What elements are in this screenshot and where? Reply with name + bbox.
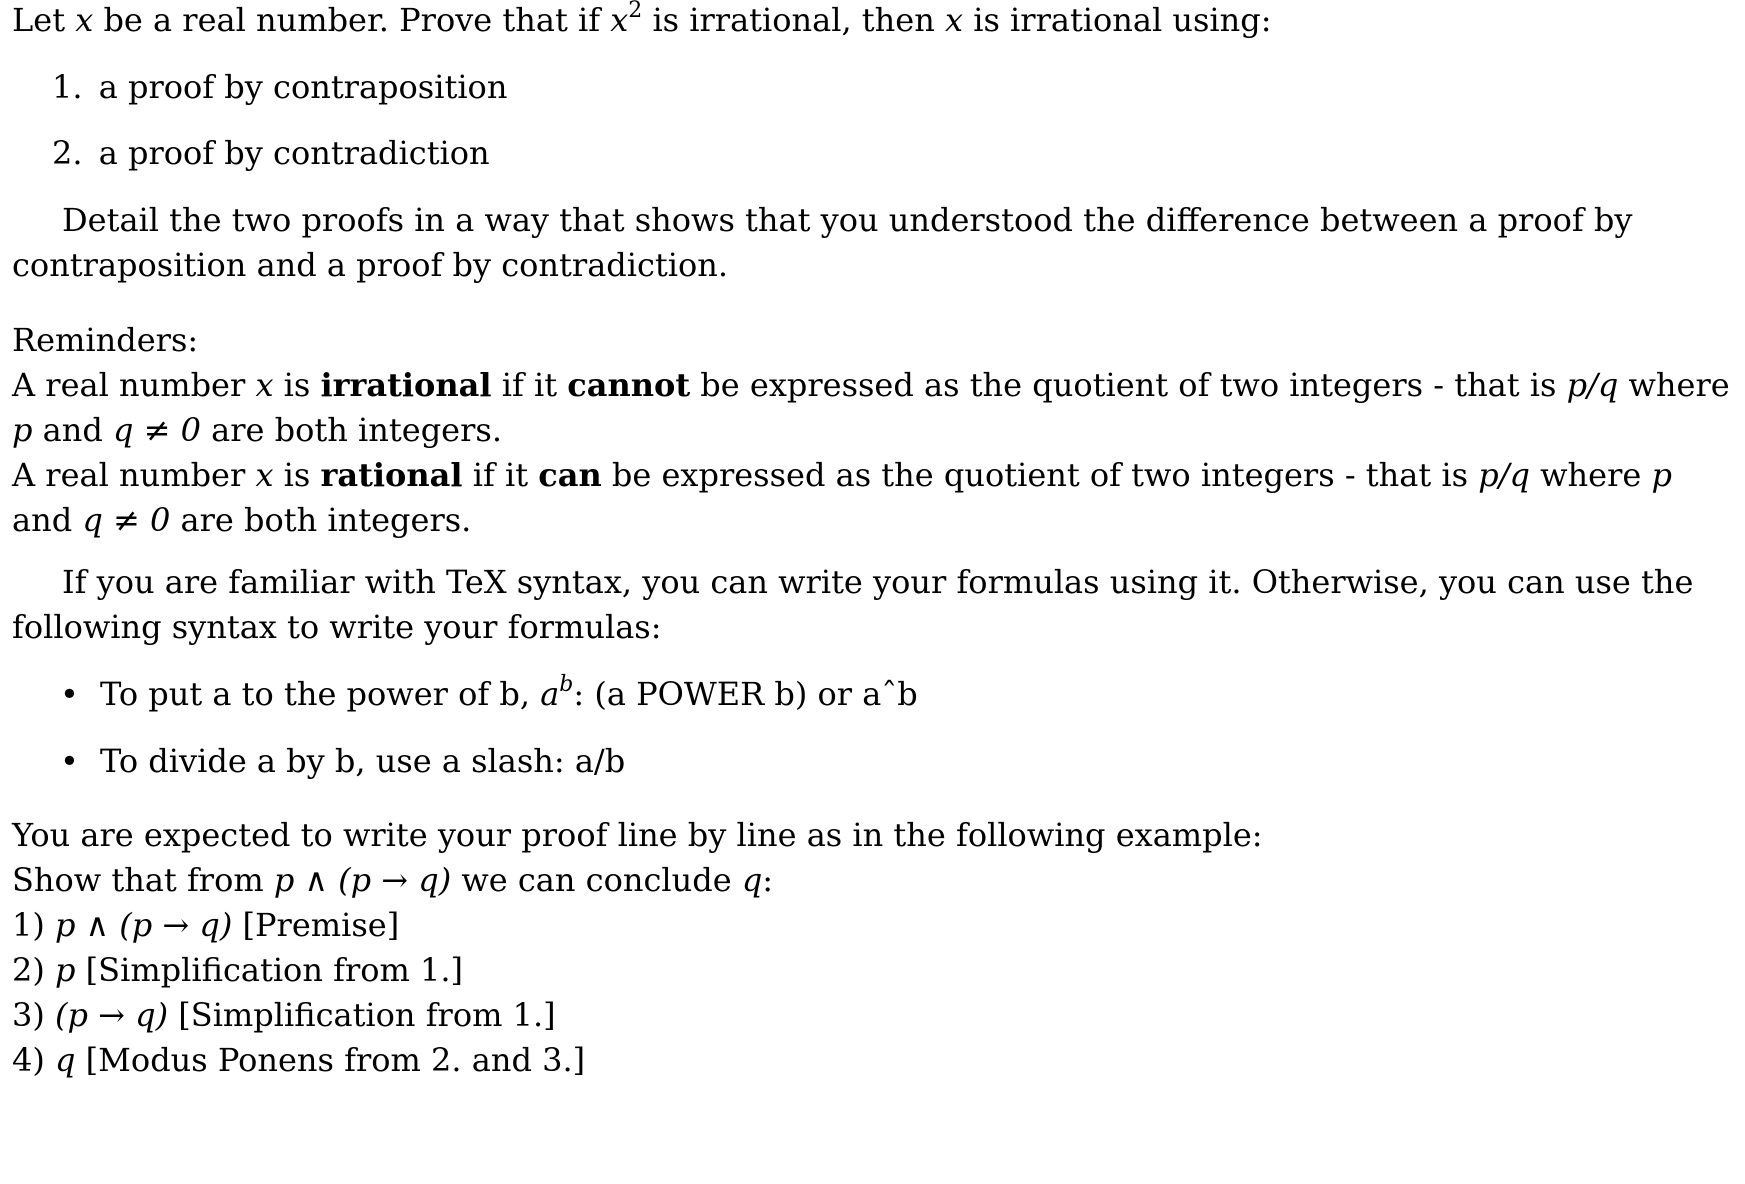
math-q: q [741,861,763,899]
exponent: 2 [628,0,643,24]
bold-term: can [538,456,602,494]
rational-definition-line-2 [12,498,1722,543]
math-p: p [1651,456,1672,494]
bold-term: cannot [567,366,691,404]
list-number: 2. [52,134,83,172]
math-formula: (p → q) [55,996,169,1034]
reminders-title: Reminders: [12,321,199,359]
bullet-item-divide [60,739,625,784]
text: is [273,456,321,494]
text: if it [491,366,568,404]
example [12,813,1722,1083]
syntax-bullets-2 [60,739,625,784]
math-formula: p ∧ (p → q) [55,906,233,944]
math-q-nonzero: q ≠ 0 [113,411,201,449]
text: and [12,501,83,539]
list-item [52,131,490,176]
math-formula: p ∧ (p → q) [273,861,452,899]
syntax-line-2: following syntax to write your formulas: [12,608,662,646]
detail-line-1: Detail the two proofs in a way that shows that you understood the difference between a proof by [62,201,1633,239]
step-number: 1) [12,906,56,944]
text: Show that from [12,861,274,899]
example-intro: You are expected to write your proof line by line as in the following example: [12,816,1263,854]
text: To put a to the power of b, [100,675,541,713]
reminders [12,318,1730,543]
text: A real number [12,366,256,404]
step-justification: [Modus Ponens from 2. and 3.] [75,1041,586,1079]
proof-step [12,1038,1722,1083]
bullet-icon: • [60,675,79,713]
math-x: x [75,1,94,39]
bold-term: rational [320,456,463,494]
proof-step [12,948,1722,993]
bold-term: irrational [320,366,492,404]
text: Let [12,1,76,39]
step-justification: [Simplification from 1.] [168,996,556,1034]
math-quotient: p/q [1566,366,1619,404]
syntax-bullets [60,672,918,717]
math-x: x [255,366,274,404]
exponent: b [559,672,574,698]
list-item [52,65,507,110]
math-formula: q [55,1041,76,1079]
math-formula: p [55,951,76,989]
text: be expressed as the quotient of two integers - that is [601,456,1479,494]
math-x: x [944,1,964,39]
text: and [32,411,113,449]
step-justification: [Simplification from 1.] [75,951,464,989]
math-x: x [610,1,629,39]
list-number: 1. [52,68,83,106]
detail-line-2: contraposition and a proof by contradiction. [12,246,729,284]
rational-definition-line-1 [12,453,1722,498]
bullet-item-power [60,672,918,717]
example-show [12,858,1722,903]
text: where [1529,456,1652,494]
syntax-line-1: If you are familiar with TeX syntax, you can write your formulas using it. Otherwise, you can use the [62,563,1694,601]
proof-step [12,993,1722,1038]
text: is irrational using: [963,1,1272,39]
bullet-icon: • [60,742,79,780]
text: are both integers. [170,501,472,539]
text: we can conclude [451,861,742,899]
text: A real number [12,456,256,494]
text: be a real number. Prove that if [93,1,611,39]
text: is irrational, then [642,1,945,39]
problem-statement [12,0,1272,43]
methods-list-2 [52,131,490,176]
text: be expressed as the quotient of two integers - that is [690,366,1567,404]
methods-list [52,65,507,110]
step-justification: [Premise] [232,906,400,944]
list-text: a proof by contradiction [98,134,490,172]
detail-paragraph [12,198,1722,288]
math-q-nonzero: q ≠ 0 [82,501,171,539]
text: : (a POWER b) or aˆb [573,675,918,713]
syntax-paragraph [12,560,1722,650]
text: is [273,366,321,404]
text: : [762,861,774,899]
text: if it [462,456,539,494]
text: are both integers. [201,411,502,449]
text: where [1618,366,1730,404]
list-text: a proof by contraposition [98,68,508,106]
math-quotient: p/q [1478,456,1530,494]
step-number: 3) [12,996,56,1034]
text: To divide a by b, use a slash: a/b [100,742,626,780]
step-number: 2) [12,951,56,989]
proof-step [12,903,1722,948]
math-p: p [12,411,33,449]
irrational-definition-line-1 [12,363,1730,408]
irrational-definition-line-2 [12,408,1722,453]
math-base: a [540,675,560,713]
math-x: x [255,456,274,494]
step-number: 4) [12,1041,56,1079]
